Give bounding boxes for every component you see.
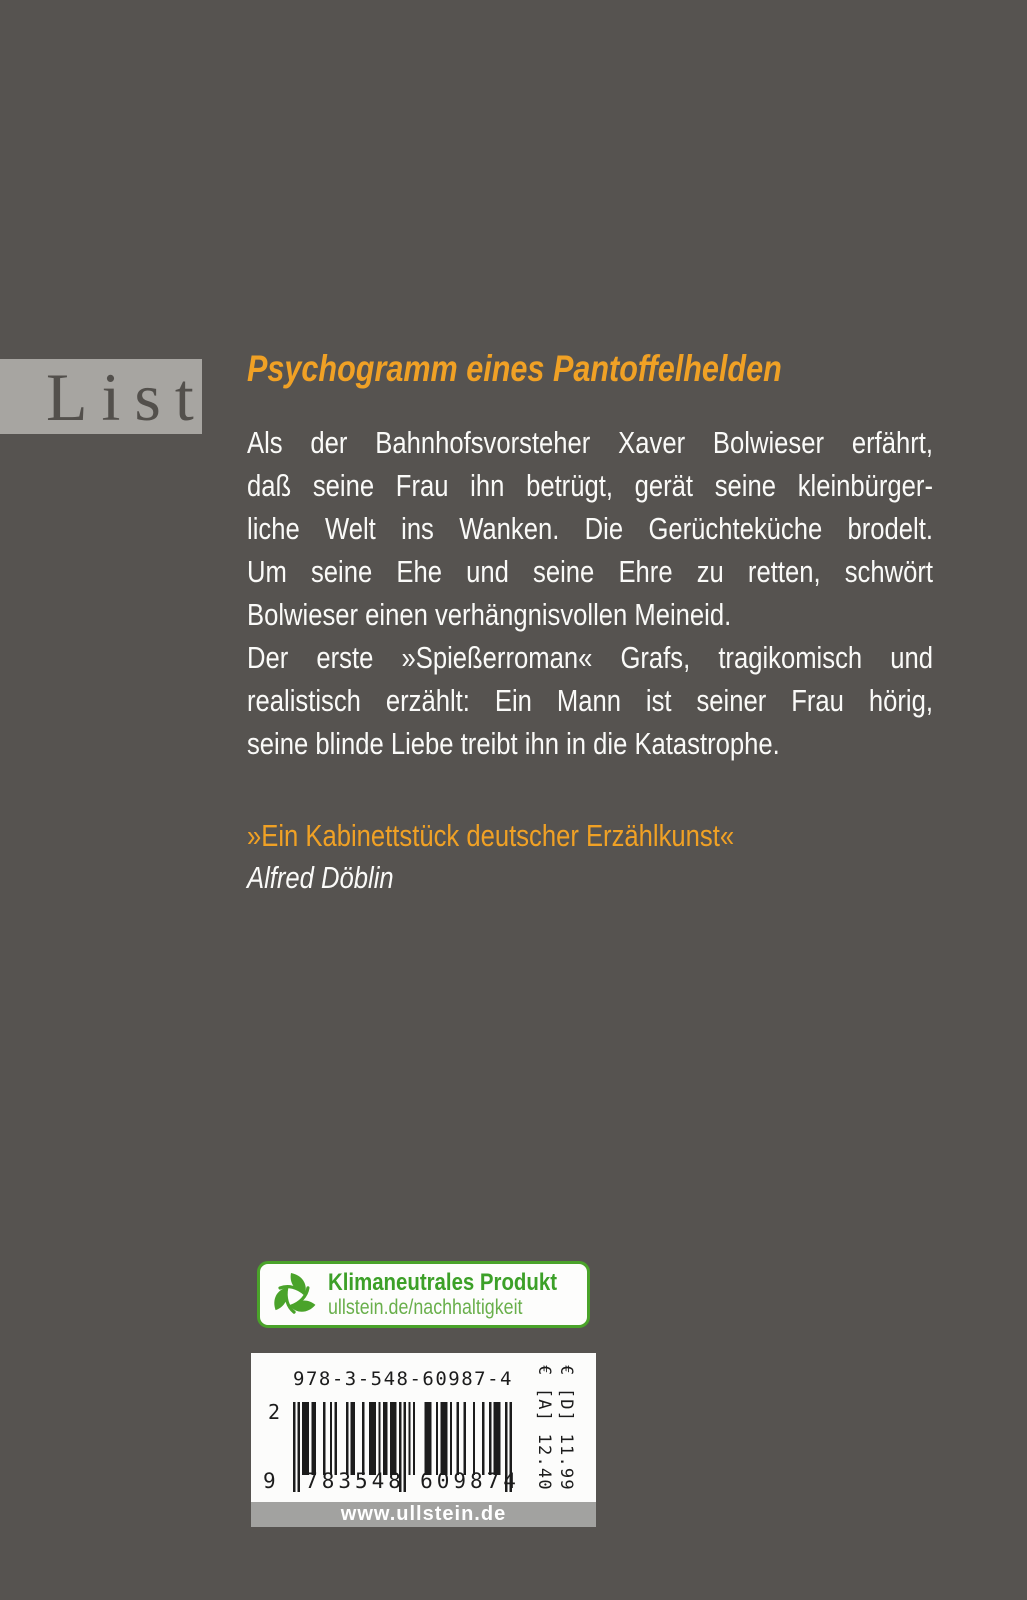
blurb-line: seine blinde Liebe treibt ihn in die Katastrophe. <box>247 726 780 761</box>
blurb-text <box>247 421 933 765</box>
badge-text <box>328 1269 583 1320</box>
isbn-number: 978-3-548-60987-4 <box>293 1368 513 1390</box>
price-germany: € [D] 11.99 <box>556 1365 576 1491</box>
blurb-line: Um seine Ehe und seine Ehre zu retten, schwört <box>247 554 933 589</box>
blurb-line: liche Welt ins Wanken. Die Gerüchteküche brodelt. <box>247 511 933 546</box>
isbn-barcode <box>251 1353 596 1502</box>
three-leaves-icon <box>268 1270 320 1322</box>
blurb-line: realistisch erzählt: Ein Mann ist seiner Frau hörig, <box>247 683 933 718</box>
website-strip <box>251 1502 596 1527</box>
blurb-line: Bolwieser einen verhängnisvollen Meineid. <box>247 597 732 632</box>
press-quote: »Ein Kabinettstück deutscher Erzählkunst« <box>247 818 735 853</box>
climate-neutral-badge <box>257 1261 590 1328</box>
blurb-line: Als der Bahnhofsvorsteher Xaver Bolwieser erfährt, <box>247 425 933 460</box>
website-url: www.ullstein.de <box>340 1503 507 1525</box>
blurb-line: Der erste »Spießerroman« Grafs, tragikomisch und <box>247 640 933 675</box>
publisher-logo-text: List <box>46 358 208 435</box>
badge-url: ullstein.de/nachhaltigkeit <box>328 1296 523 1319</box>
price-block <box>531 1365 577 1499</box>
headline: Psychogramm eines Pantoffelhelden <box>247 348 782 389</box>
barcode-right-group: 609874 <box>420 1469 520 1493</box>
barcode-left-group: 783548 <box>305 1469 405 1493</box>
blurb-line: daß seine Frau ihn betrügt, gerät seine kleinbürger- <box>247 468 933 503</box>
publisher-logo <box>0 358 208 435</box>
barcode-side-code: 2 <box>268 1400 281 1424</box>
badge-title: Klimaneutrales Produkt <box>328 1269 557 1296</box>
barcode-lead-digit: 9 <box>263 1469 276 1493</box>
quote-author: Alfred Döblin <box>247 860 394 895</box>
price-austria: € [A] 12.40 <box>534 1365 554 1491</box>
